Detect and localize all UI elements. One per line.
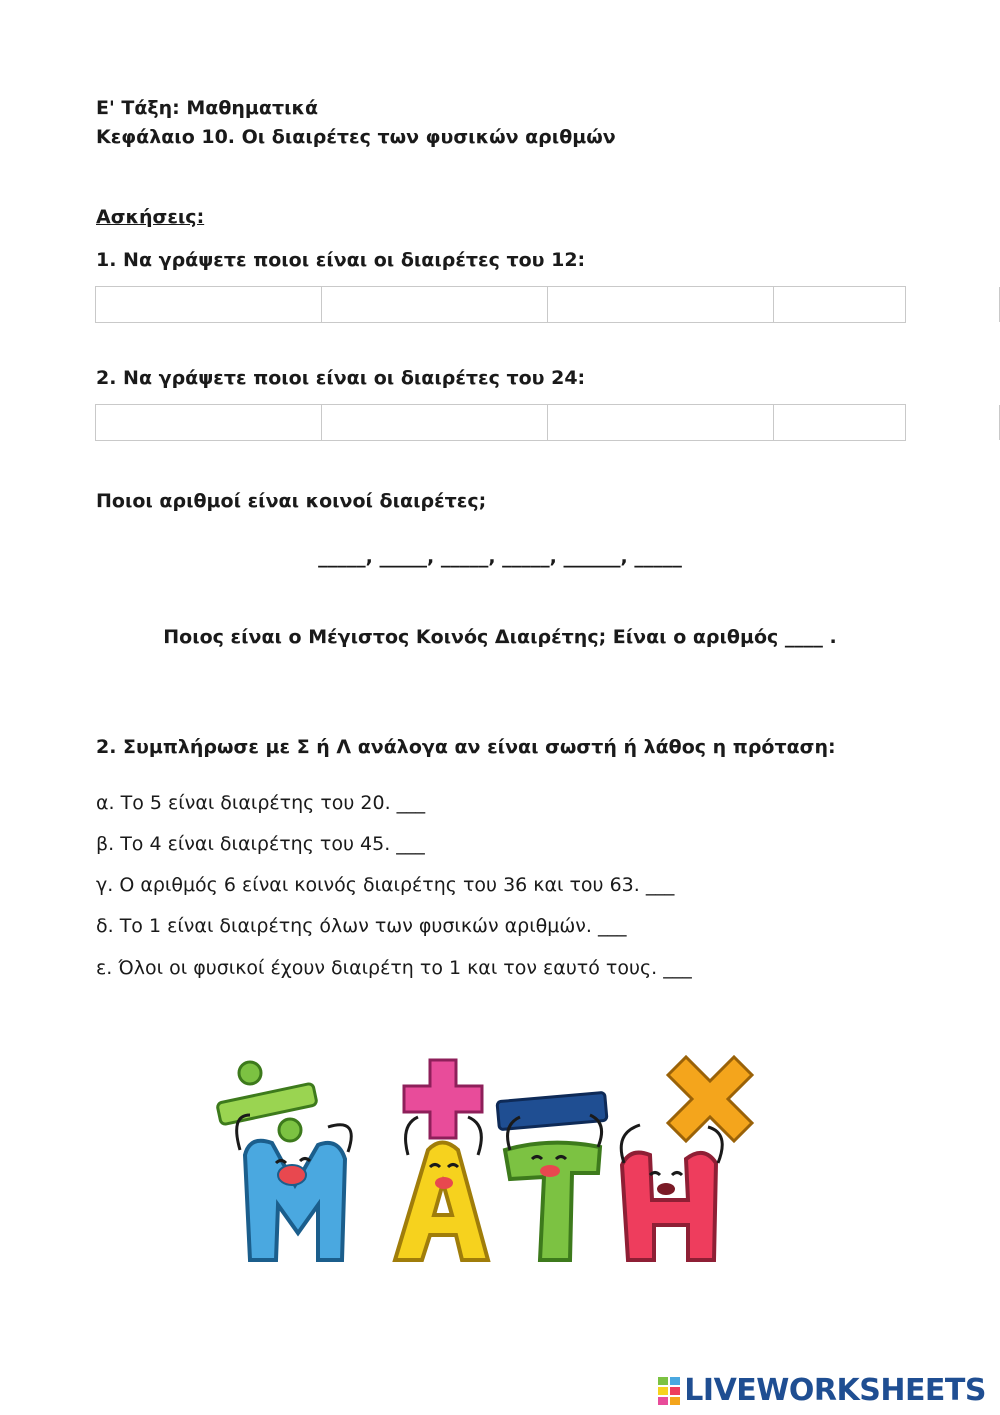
divisors-24-answer-row: [95, 404, 906, 441]
minus-symbol-icon: [497, 1092, 607, 1129]
exercises-title: Ασκήσεις:: [96, 206, 205, 228]
divide-symbol-icon: [217, 1062, 317, 1141]
divisor-24-input[interactable]: [322, 405, 548, 440]
liveworksheets-logo-icon: [658, 1377, 680, 1405]
divisor-12-input[interactable]: [548, 287, 774, 322]
divisors-12-answer-row: [95, 286, 906, 323]
brand-footer[interactable]: [658, 1373, 986, 1408]
divisor-12-input[interactable]: [774, 287, 1000, 322]
common-divisors-question: Ποιοι αριθμοί είναι κοινοί διαιρέτες;: [96, 490, 487, 512]
statement-item: α. Το 5 είναι διαιρέτης του 20. ___: [96, 792, 426, 814]
statement-item: γ. Ο αριθμός 6 είναι κοινός διαιρέτης του 36 και του 63. ___: [96, 874, 675, 896]
plus-symbol-icon: [404, 1060, 482, 1138]
gcd-question: Ποιος είναι ο Μέγιστος Κοινός Διαιρέτης; Είναι ο αριθμός ____ .: [163, 626, 837, 648]
statement-item: ε. Όλοι οι φυσικοί έχουν διαιρέτη το 1 και τον εαυτό τους. ___: [96, 957, 692, 979]
letter-h-character-icon: [621, 1125, 722, 1260]
brand-name: LIVEWORKSHEETS: [684, 1373, 986, 1408]
statement-item: β. Το 4 είναι διαιρέτης του 45. ___: [96, 833, 425, 855]
common-divisors-blanks[interactable]: _____, _____, _____, _____, ______, _____: [318, 546, 682, 568]
divisor-12-input[interactable]: [96, 287, 322, 322]
grade-heading: Ε' Τάξη: Μαθηματικά: [96, 97, 319, 119]
statement-item: δ. Το 1 είναι διαιρέτης όλων των φυσικών αριθμών. ___: [96, 915, 627, 937]
divisor-24-input[interactable]: [96, 405, 322, 440]
divisor-12-input[interactable]: [322, 287, 548, 322]
math-illustration: [210, 1055, 770, 1270]
divisor-24-input[interactable]: [548, 405, 774, 440]
question-2: 2. Να γράψετε ποιοι είναι οι διαιρέτες του 24:: [96, 367, 586, 389]
chapter-heading: Κεφάλαιο 10. Οι διαιρέτες των φυσικών αριθμών: [96, 126, 616, 148]
divisor-24-input[interactable]: [774, 405, 1000, 440]
true-false-title: 2. Συμπλήρωσε με Σ ή Λ ανάλογα αν είναι σωστή ή λάθος η πρόταση:: [96, 736, 836, 758]
letter-t-character-icon: [505, 1115, 602, 1260]
question-1: 1. Να γράψετε ποιοι είναι οι διαιρέτες του 12:: [96, 249, 586, 271]
